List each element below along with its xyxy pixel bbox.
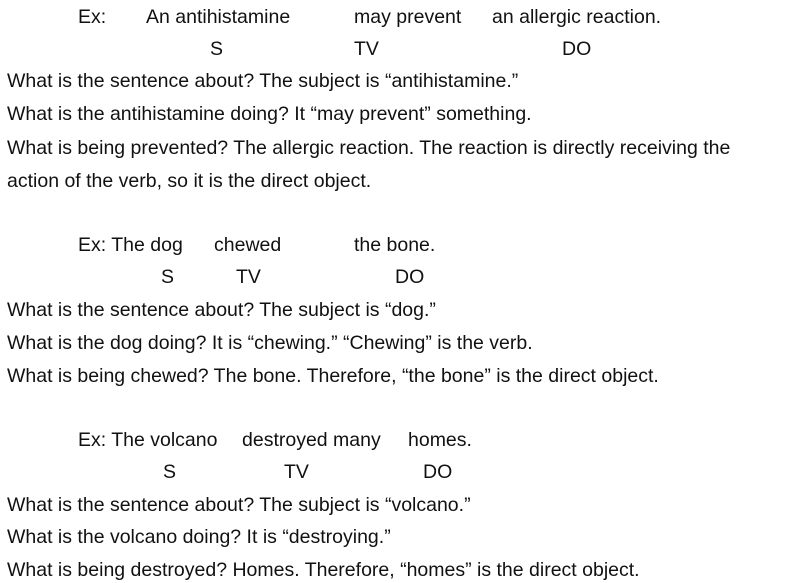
example-1-label: Ex: <box>78 6 107 28</box>
example-3-label: Ex: The volcano <box>78 429 218 451</box>
example-1-tag-s: S <box>210 38 224 60</box>
example-2-tag-do: DO <box>395 266 425 288</box>
example-1-line-4: action of the verb, so it is the direct object. <box>7 170 372 192</box>
example-3-line-2: What is the volcano doing? It is “destroying.” <box>7 526 391 548</box>
example-3-verb: destroyed many <box>242 429 381 451</box>
example-2-label: Ex: The dog <box>78 234 183 256</box>
example-1-object: an allergic reaction. <box>492 6 662 28</box>
example-2-tag-tv: TV <box>236 266 261 288</box>
example-2-tag-s: S <box>161 266 175 288</box>
example-1-tag-do: DO <box>562 38 592 60</box>
example-3-tag-do: DO <box>423 461 453 483</box>
example-2-verb: chewed <box>214 234 282 256</box>
example-1-subject: An antihistamine <box>146 6 291 28</box>
example-2-line-3: What is being chewed? The bone. Therefore, “the bone” is the direct object. <box>7 365 659 387</box>
example-3-object: homes. <box>408 429 472 451</box>
example-1-tag-tv: TV <box>354 38 379 60</box>
example-1-line-1: What is the sentence about? The subject is “antihistamine.” <box>7 70 519 92</box>
example-2-line-2: What is the dog doing? It is “chewing.” “Chewing” is the verb. <box>7 332 533 354</box>
example-1-line-2: What is the antihistamine doing? It “may prevent” something. <box>7 103 532 125</box>
example-1-verb: may prevent <box>354 6 462 28</box>
example-3-tag-tv: TV <box>284 461 309 483</box>
example-1-line-3: What is being prevented? The allergic reaction. The reaction is directly receiving the <box>7 137 731 159</box>
example-3-line-1: What is the sentence about? The subject is “volcano.” <box>7 494 471 516</box>
example-3-line-3: What is being destroyed? Homes. Therefore, “homes” is the direct object. <box>7 559 640 581</box>
example-2-object: the bone. <box>354 234 436 256</box>
example-3-tag-s: S <box>163 461 177 483</box>
example-2-line-1: What is the sentence about? The subject is “dog.” <box>7 299 436 321</box>
